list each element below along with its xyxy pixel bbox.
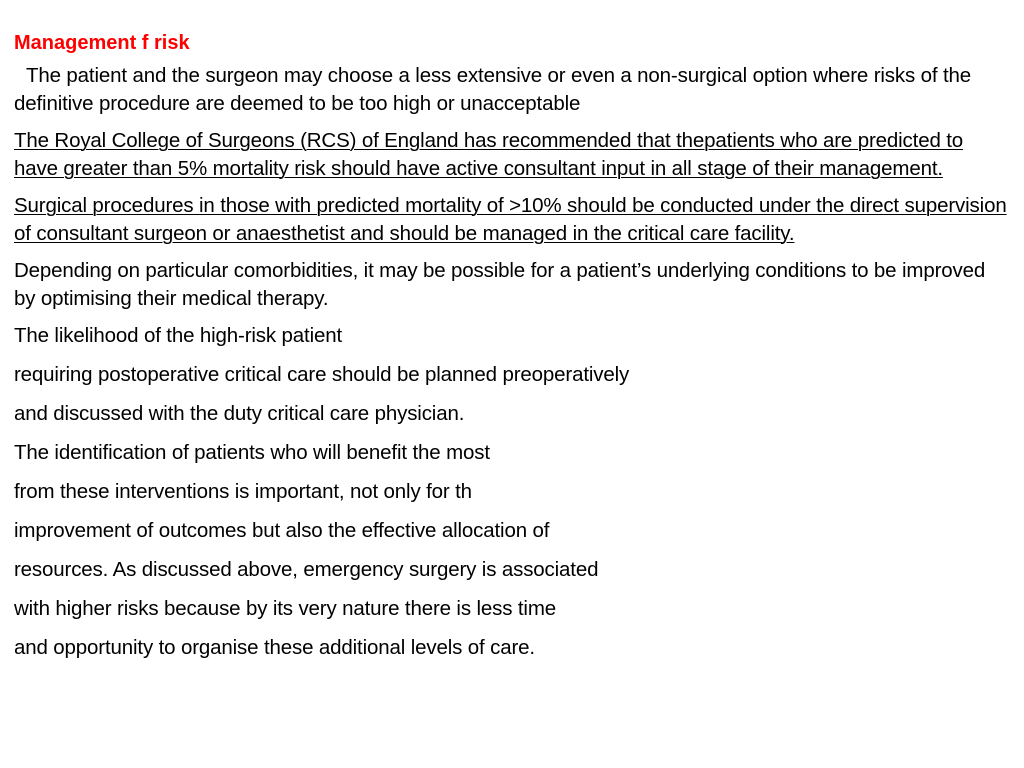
slide-title: Management f risk [14, 32, 190, 54]
text-line: resources. As discussed above, emergency surgery is associated [14, 558, 599, 581]
text-line: and opportunity to organise these additional levels of care. [14, 636, 535, 659]
paragraph-non-surgical-option: The patient and the surgeon may choose a less extensive or even a non-surgical option where risks of the definitive procedure are deemed to be too high or unacceptable [14, 64, 972, 115]
text-line: with higher risks because by its very nature there is less time [14, 597, 556, 620]
text-line: The likelihood of the high-risk patient [14, 324, 343, 347]
slide-content [14, 28, 1010, 673]
paragraph-rcs-recommendation: The Royal College of Surgeons (RCS) of England has recommended that thepatients who are predicted to have greater than 5% mortality risk should have active consultant input in all stage of their management. [14, 129, 964, 180]
text-line: from these interventions is important, not only for th [14, 480, 472, 503]
text-line: improvement of outcomes but also the effective allocation of [14, 519, 550, 542]
text-line: and discussed with the duty critical care physician. [14, 402, 465, 425]
text-line: requiring postoperative critical care should be planned preoperatively [14, 363, 630, 386]
text-line: The identification of patients who will benefit the most [14, 441, 490, 464]
paragraph-supervision-requirement: Surgical procedures in those with predicted mortality of >10% should be conducted under the direct supervision of consultant surgeon or anaesthetist and should be managed in the critical care facility. [14, 194, 1007, 245]
paragraph-comorbidities: Depending on particular comorbidities, it may be possible for a patient’s underlying conditions to be improved by optimising their medical therapy. [14, 259, 986, 310]
